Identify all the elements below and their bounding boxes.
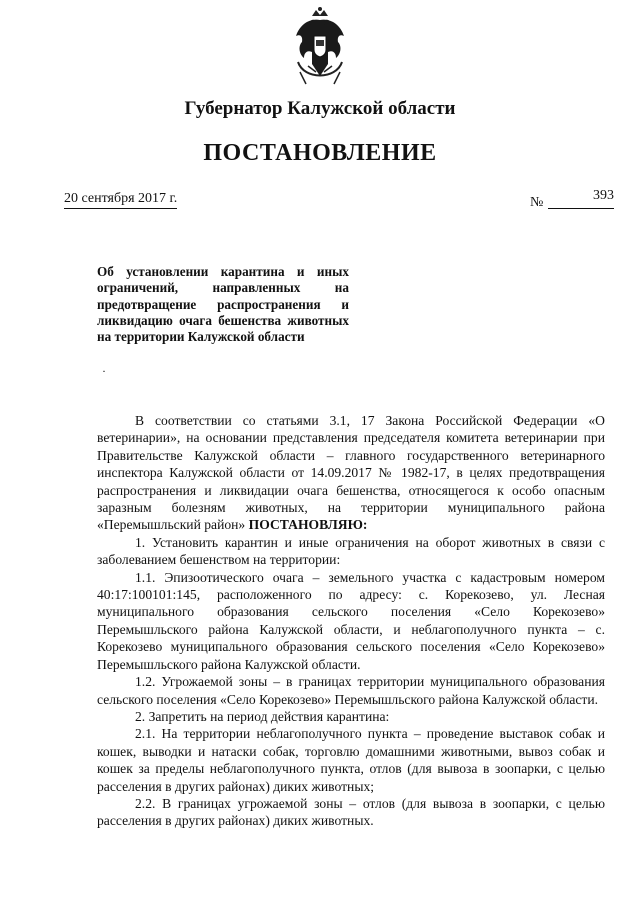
intro-paragraph xyxy=(97,412,605,534)
clause-2-2: 2.2. В границах угрожаемой зоны – отлов (для вывоза в зоопарки, с целью расселения в других районах) диких животных. xyxy=(97,795,605,829)
document-type-title: ПОСТАНОВЛЕНИЕ xyxy=(203,140,437,166)
clause-1: 1. Установить карантин и иные ограничения на оборот животных в связи с заболеванием бешенством на территории: xyxy=(97,534,605,568)
clause-2-1: 2.1. На территории неблагополучного пункта – проведение выставок собак и кошек, выводки и натаски собак, торговлю домашними животными, вывоз собак и кошек за пределы неблагополучного пункта, отлов (для вывоза в зоопарки, с целью расселения в других районах) диких животных; xyxy=(97,726,605,794)
document-date: 20 сентября 2017 г. xyxy=(64,191,177,209)
issuing-authority: Губернатор Калужской области xyxy=(184,98,456,119)
stray-mark: · xyxy=(102,364,106,378)
document-number-label: № xyxy=(530,195,544,210)
coat-of-arms-icon xyxy=(290,6,350,88)
document-body xyxy=(97,412,605,830)
clause-2: 2. Запретить на период действия карантина: xyxy=(135,708,390,724)
document-number-value: 393 xyxy=(548,188,614,209)
clause-1-2: 1.2. Угрожаемой зоны – в границах территории муниципального образования сельского поселения «Село Корекозево» Перемышльского района Калужской области. xyxy=(97,674,605,707)
document-subject: Об установлении карантина и иных ограничений, направленных на предотвращение распространения и ликвидацию очага бешенства животных на территории Калужской области xyxy=(97,264,349,345)
intro-text: В соответствии со статьями 3.1, 17 Закона Российской Федерации «О ветеринарии», на основании представления председателя комитета ветеринарии при Правительстве Калужской области – главного государственного ветеринарного инспектора Калужской области от 14.09.2017 № 1982-17, в целях предотвращения распространения и ликвидации очага бешенства, относящегося к особо опасным заразным болезням животных, на территории муниципального района «Перемышльский район» xyxy=(97,413,605,533)
clause-1-1: 1.1. Эпизоотического очага – земельного участка с кадастровым номером 40:17:100101:145, расположенного по адресу: с. Корекозево, ул. Лесная муниципального образования сельского поселения «Село Корекозево» Перемышльского района Калужской области, и неблагополучного пункта – с. Корекозево муниципального образования сельского поселения «Село Корекозево» Перемышльского района Калужской области. xyxy=(97,569,605,672)
decree-word: ПОСТАНОВЛЯЮ: xyxy=(248,517,368,533)
